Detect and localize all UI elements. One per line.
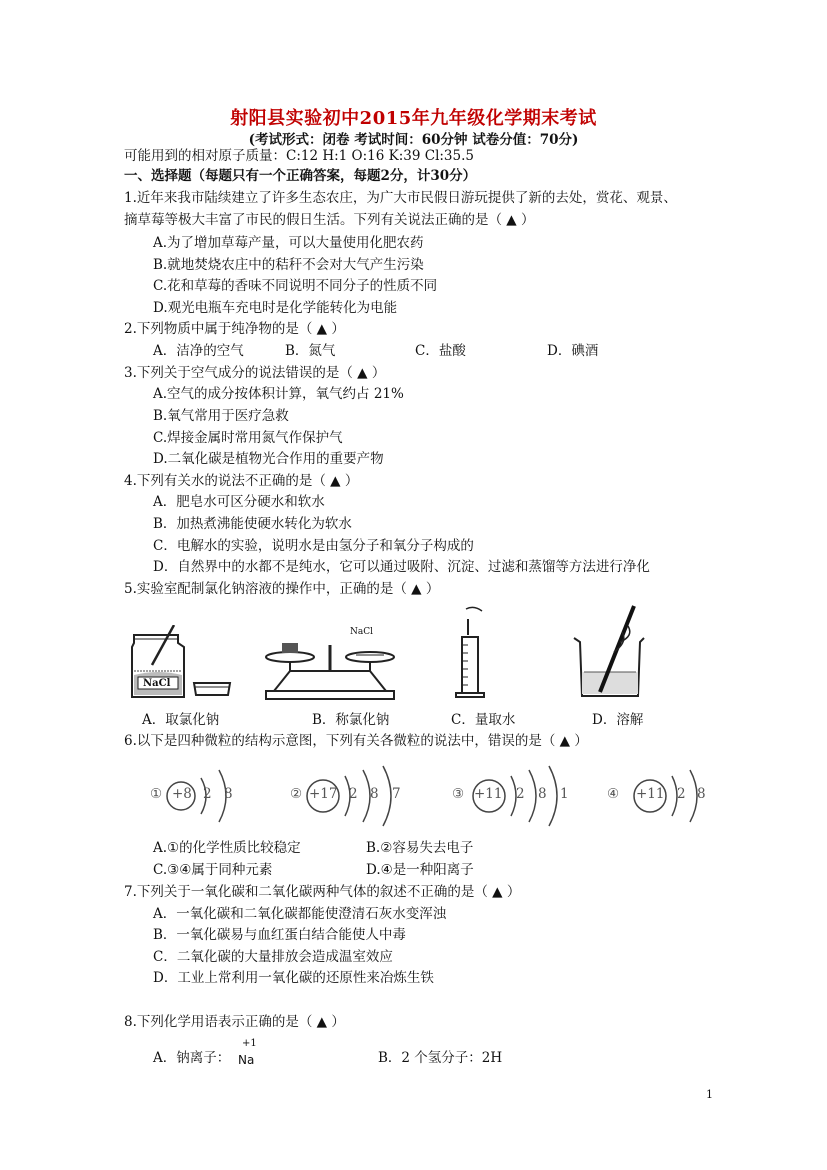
q6-option-b: B.②容易失去电子 [366,840,474,856]
q4-option-c: C．电解水的实验，说明水是由氢分子和氧分子构成的 [153,538,474,554]
cylinder-figure [452,605,492,700]
page-number: 1 [706,1088,713,1101]
q7-option-a: A．一氧化碳和二氧化碳都能使澄清石灰水变浑浊 [153,906,447,922]
q2-option-d: D．碘酒 [547,343,599,359]
exam-title: 射阳县实验初中2015年九年级化学期末考试 [230,108,597,129]
atom-2-shell-1: 2 [349,786,358,802]
q3-option-b: B.氧气常用于医疗急救 [153,408,289,424]
balance-label: NaCl [350,627,374,637]
atom-2-index: ② [290,786,303,802]
q8-option-a-label: A．钠离子： [153,1050,231,1066]
atom-1-nucleus: +8 [172,786,192,802]
jar-figure [128,625,240,701]
q5-stem: 5.实验室配制氯化钠溶液的操作中，正确的是（ ▲ ） [124,581,440,597]
q2-option-b: B．氮气 [285,343,336,359]
atom-3-shell-3: 1 [560,786,569,802]
q6-option-c: C.③④属于同种元素 [153,862,273,878]
q8-option-a-symbol: Na [238,1053,255,1067]
q8-option-b: B．2 个氢分子：2H [378,1050,503,1066]
atom-2-shell-3: 7 [392,786,401,802]
jar-label: NaCl [143,678,171,689]
atom-4-shell-2: 8 [697,786,706,802]
atom-1-shell-2: 8 [224,786,233,802]
q5-option-b: B．称氯化钠 [312,712,390,728]
q7-stem: 7.下列关于一氧化碳和二氧化碳两种气体的叙述不正确的是（ ▲ ） [124,884,521,900]
atom-2-shell-2: 8 [370,786,379,802]
q8-option-a-charge: +1 [242,1038,257,1049]
q1-option-a: A.为了增加草莓产量，可以大量使用化肥农药 [153,235,424,251]
q6-option-a: A.①的化学性质比较稳定 [153,840,301,856]
atom-4-shell-1: 2 [677,786,686,802]
q3-option-d: D.二氧化碳是植物光合作用的重要产物 [153,451,384,467]
section-heading: 一、选择题（每题只有一个正确答案，每题2分，计30分） [124,168,477,184]
q2-option-c: C．盐酸 [415,343,466,359]
q6-stem: 6.以下是四种微粒的结构示意图，下列有关各微粒的说法中，错误的是（ ▲ ） [124,733,588,749]
q3-stem: 3.下列关于空气成分的说法错误的是（ ▲ ） [124,365,386,381]
q1-stem-line2: 摘草莓等极大丰富了市民的假日生活。下列有关说法正确的是（ ▲ ） [124,212,535,228]
q5-option-a: A．取氯化钠 [142,712,220,728]
atom-3-nucleus: +11 [474,786,503,802]
q7-option-c: C．二氧化碳的大量排放会造成温室效应 [153,949,393,965]
q1-option-c: C.花和草莓的香味不同说明不同分子的性质不同 [153,278,438,294]
q2-stem: 2.下列物质中属于纯净物的是（ ▲ ） [124,321,345,337]
balance-figure [260,635,400,701]
exam-subtitle: (考试形式：闭卷 考试时间：60分钟 试卷分值：70分) [248,132,579,148]
beaker-figure [570,602,650,700]
q5-option-c: C．量取水 [451,712,516,728]
q7-option-d: D．工业上常利用一氧化碳的还原性来冶炼生铁 [153,970,434,986]
atom-4-nucleus: +11 [636,786,665,802]
atom-diagram-3 [447,760,577,830]
q4-option-b: B．加热煮沸能使硬水转化为软水 [153,516,352,532]
atom-1-index: ① [150,786,163,802]
q4-option-a: A．肥皂水可区分硬水和软水 [153,494,325,510]
atom-3-index: ③ [452,786,465,802]
atom-3-shell-1: 2 [516,786,525,802]
q4-option-d: D．自然界中的水都不是纯水，它可以通过吸附、沉淀、过滤和蒸馏等方法进行净化 [153,559,650,575]
q6-option-d: D.④是一种阳离子 [366,862,474,878]
q4-stem: 4.下列有关水的说法不正确的是（ ▲ ） [124,473,359,489]
atom-3-shell-2: 8 [538,786,547,802]
q2-option-a: A．洁净的空气 [153,343,244,359]
atom-2-nucleus: +17 [309,786,338,802]
q1-option-d: D.观光电瓶车充电时是化学能转化为电能 [153,300,398,316]
atom-4-index: ④ [607,786,620,802]
q1-option-b: B.就地焚烧农庄中的秸秆不会对大气产生污染 [153,257,424,273]
q7-option-b: B．一氧化碳易与血红蛋白结合能使人中毒 [153,927,406,943]
q8-stem: 8.下列化学用语表示正确的是（ ▲ ） [124,1014,345,1030]
q3-option-a: A.空气的成分按体积计算，氧气约占 21% [153,386,404,402]
atomic-masses: 可能用到的相对原子质量：C:12 H:1 O:16 K:39 Cl:35.5 [124,148,474,164]
q3-option-c: C.焊接金属时常用氮气作保护气 [153,430,343,446]
q1-stem-line1: 1.近年来我市陆续建立了许多生态农庄，为广大市民假日游玩提供了新的去处，赏花、观景、 [124,190,677,206]
q5-option-d: D．溶解 [592,712,644,728]
atom-1-shell-1: 2 [203,786,212,802]
